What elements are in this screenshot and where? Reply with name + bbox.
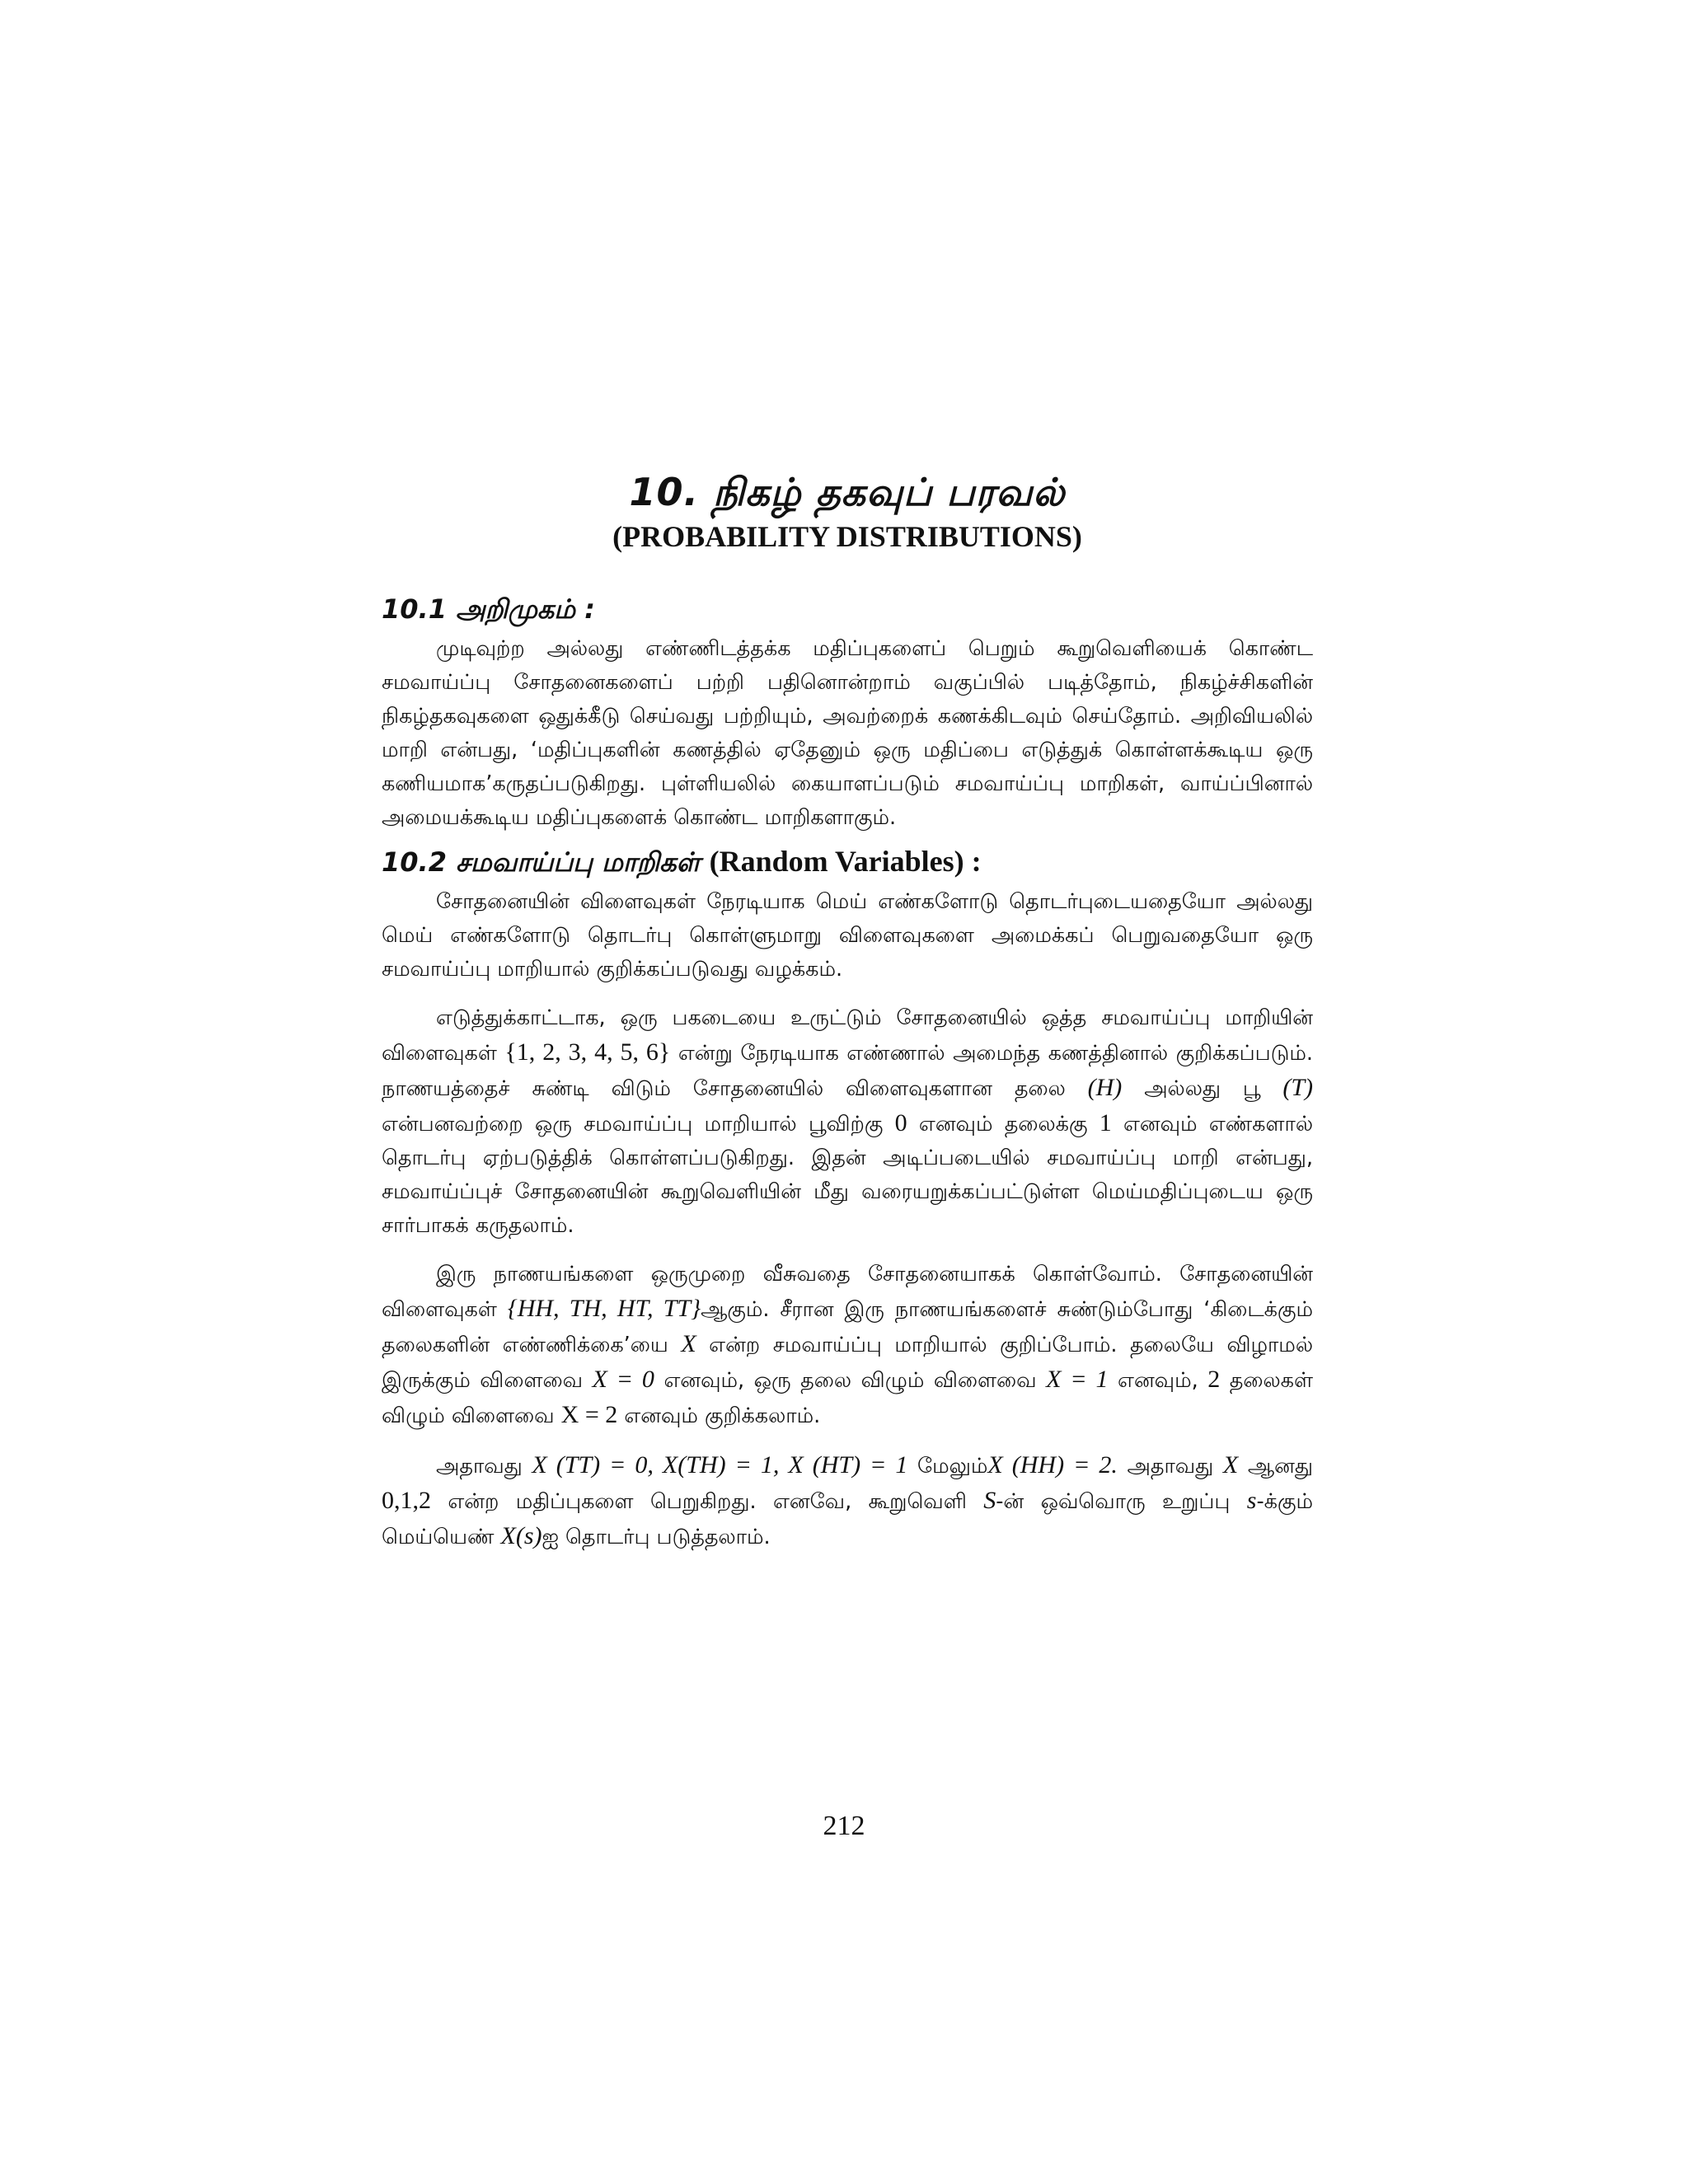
text-run: என்ற சமவாய்ப்பு மாறியால் குறிப்போம். தலையே விழாமல் இருக்கும் விளைவை bbox=[382, 1333, 1313, 1393]
text-run: எடுத்துக்காட்டாக, ஒரு பகடையை உருட்டும் சோதனையில் ஒத்த சமவாய்ப்பு மாறியின் விளைவுகள் bbox=[382, 1005, 1313, 1066]
random-variables-paragraph-1: சோதனையின் விளைவுகள் நேரடியாக மெய் எண்களோடு தொடர்புடையதையோ அல்லது மெய் எண்களோடு தொடர்பு கொள்ளுமாறு விளைவுகளை அமைக்கப் பெறுவதையோ ஒரு சமவாய்ப்பு மாறியால் குறிக்கப்படுவது வழக்கம். bbox=[382, 889, 1313, 982]
math-x-of-s: X(s) bbox=[500, 1522, 542, 1549]
text-run: மேலும் bbox=[907, 1454, 988, 1479]
text-run: ஆனது bbox=[1238, 1454, 1313, 1479]
random-variables-paragraph-2 bbox=[382, 1001, 1313, 1243]
random-variables-paragraph-3 bbox=[382, 1258, 1313, 1433]
math-x-equals-0: X = 0 bbox=[592, 1366, 654, 1393]
math-sample-space: S bbox=[983, 1487, 996, 1514]
text-run: அதாவது bbox=[1117, 1454, 1223, 1479]
text-run: -ன் ஒவ்வொரு உறுப்பு bbox=[996, 1489, 1247, 1514]
page-content bbox=[382, 466, 1313, 1569]
random-variables-paragraph-4 bbox=[382, 1448, 1313, 1554]
text-run: அதாவது bbox=[436, 1454, 532, 1479]
coin-outcome-set: {HH, TH, HT, TT} bbox=[507, 1295, 701, 1322]
text-run: அல்லது பூ bbox=[1122, 1076, 1283, 1101]
text-run: தலைகள் விழும் விளைவை bbox=[382, 1368, 1314, 1428]
chapter-subtitle: (PROBABILITY DISTRIBUTIONS) bbox=[612, 520, 1082, 553]
section-heading-random-variables bbox=[382, 843, 1313, 880]
text-run: இரு நாணயங்களை ஒருமுறை வீசுவதை சோதனையாகக் கொள்வோம். சோதனையின் விளைவுகள் bbox=[382, 1262, 1313, 1322]
math-values-tt-th-ht: X (TT) = 0, X(TH) = 1, X (HT) = 1 bbox=[532, 1451, 908, 1479]
dice-outcome-set: {1, 2, 3, 4, 5, 6} bbox=[504, 1038, 671, 1066]
text-run: என்று நேரடியாக எண்ணால் அமைந்த கணத்தினால் குறிக்கப்படும். நாணயத்தைச் சுண்டி விடும் சோதனையில் விளைவுகளான தலை bbox=[382, 1041, 1313, 1101]
text-run: -க்கும் மெய்யெண் bbox=[382, 1489, 1313, 1549]
text-run: எனவும் தலைக்கு bbox=[907, 1112, 1100, 1137]
value-two: 2 bbox=[1207, 1366, 1221, 1393]
math-element: s bbox=[1246, 1487, 1257, 1514]
math-head: (H) bbox=[1087, 1074, 1123, 1101]
chapter-title: 10. நிகழ் தகவுப் பரவல் bbox=[629, 470, 1066, 514]
math-tail: (T) bbox=[1282, 1074, 1313, 1101]
value-zero: 0 bbox=[894, 1109, 907, 1137]
page-number: 212 bbox=[823, 1811, 865, 1841]
introduction-paragraph: முடிவுற்ற அல்லது எண்ணிடத்தக்க மதிப்புகளைப் பெறும் கூறுவெளியைக் கொண்ட சமவாய்ப்பு சோதனைகளைப் பற்றி பதினொன்றாம் வகுப்பில் படித்தோம், நிகழ்ச்சிகளின் நிகழ்தகவுகளை ஒதுக்கீடு செய்வது பற்றியும், அவற்றைக் கணக்கிடவும் செய்தோம். அறிவியலில் மாறி என்பது, ‘மதிப்புகளின் கணத்தில் ஏதேனும் ஒரு மதிப்பை எடுத்துக் கொள்ளக்கூடிய ஒரு கணியமாக’கருதப்படுகிறது. புள்ளியலில் கையாளப்படும் சமவாய்ப்பு மாறிகள், வாய்ப்பினால் அமையக்கூடிய மதிப்புகளைக் கொண்ட மாறிகளாகும். bbox=[382, 636, 1313, 830]
math-x-equals-1: X = 1 bbox=[1046, 1366, 1109, 1393]
section-heading-tamil: 10.2 சமவாய்ப்பு மாறிகள் bbox=[382, 846, 710, 878]
text-run: எனவும் எண்களால் தொடர்பு ஏற்படுத்திக் கொள்ளப்படுகிறது. இதன் அடிப்படையில் சமவாய்ப்பு மாறி என்பது, சமவாய்ப்புச் சோதனையின் கூறுவெளியின் மீது வரையறுக்கப்பட்டுள்ள மெய்மதிப்புடைய ஒரு சார்பாகக் கருதலாம். bbox=[382, 1112, 1313, 1238]
text-run: என்பனவற்றை ஒரு சமவாய்ப்பு மாறியால் பூவிற்கு bbox=[382, 1112, 895, 1137]
text-run: எனவும், ஒரு தலை விழும் விளைவை bbox=[654, 1368, 1047, 1393]
text-run: எனவும் குறிக்கலாம். bbox=[617, 1404, 821, 1428]
text-run: ஆகும். சீரான இரு நாணயங்களைச் சுண்டும்போது ‘கிடைக்கும் தலைகளின் எண்ணிக்கை’யை bbox=[382, 1297, 1313, 1357]
section-heading-english: (Random Variables) : bbox=[709, 845, 982, 878]
section-heading-introduction: 10.1 அறிமுகம் : bbox=[382, 593, 595, 625]
text-run: எனவும், bbox=[1108, 1368, 1208, 1393]
math-x: X bbox=[681, 1330, 696, 1357]
value-list: 0,1,2 bbox=[382, 1487, 431, 1514]
math-x-equals-2: X = 2 bbox=[560, 1401, 618, 1428]
math-x: X bbox=[1222, 1451, 1239, 1479]
text-run: என்ற மதிப்புகளை பெறுகிறது. எனவே, கூறுவெளி bbox=[431, 1489, 984, 1514]
text-run: ஐ தொடர்பு படுத்தலாம். bbox=[542, 1525, 771, 1549]
math-value-hh: X (HH) = 2. bbox=[987, 1451, 1118, 1479]
value-one: 1 bbox=[1099, 1109, 1112, 1137]
